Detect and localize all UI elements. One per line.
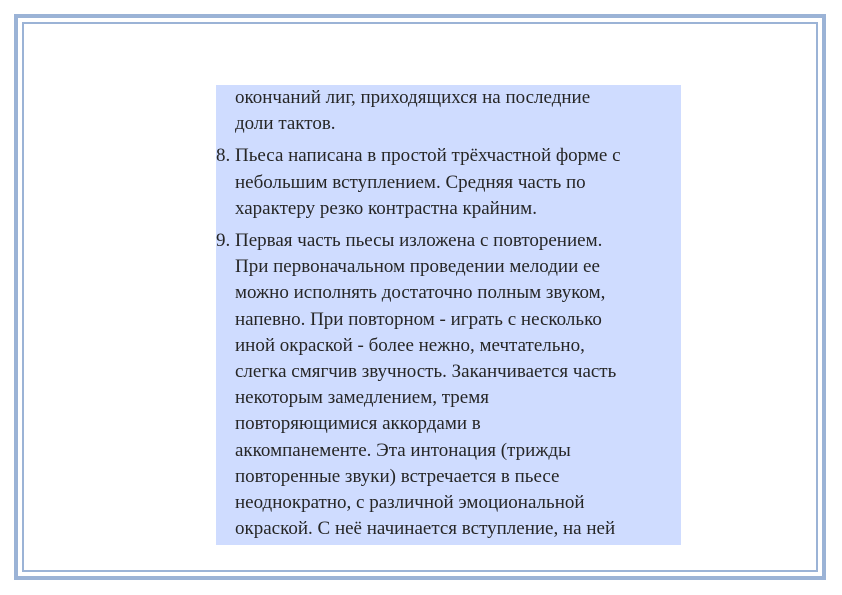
paragraph-continuation: [216, 85, 681, 137]
text-line: напевно. При повторном - играть с несколько: [235, 308, 602, 330]
paragraph-9: [216, 228, 681, 542]
text-line: неоднократно, с различной эмоциональной: [235, 492, 585, 514]
text-line: слегка смягчив звучность. Заканчивается часть: [235, 361, 617, 383]
list-number: 9.: [216, 230, 231, 252]
text-line: окраской. С неё начинается вступление, на ней: [235, 518, 616, 540]
text-line: иной окраской - более нежно, мечтательно,: [235, 334, 585, 356]
text-line: повторяющимися аккордами в: [235, 413, 481, 435]
text-line: небольшим вступлением. Средняя часть по: [235, 171, 586, 193]
text-line: При первоначальном проведении мелодии ее: [235, 256, 600, 278]
text-line: можно исполнять достаточно полным звуком,: [235, 282, 606, 304]
text-line: окончаний лиг, приходящихся на последние: [235, 87, 591, 108]
text-line: доли тактов.: [235, 113, 336, 135]
list-number: 8.: [216, 145, 231, 167]
text-line: некоторым замедлением, тремя: [235, 387, 489, 409]
text-line: характеру резко контрастна крайним.: [235, 197, 537, 219]
text-line: Первая часть пьесы изложена с повторением.: [235, 230, 603, 252]
text-line: Пьеса написана в простой трёхчастной форме с: [235, 145, 621, 167]
paragraph-8: [216, 143, 681, 222]
text-line: повторенные звуки) встречается в пьесе: [235, 465, 560, 487]
text-block: [216, 85, 681, 545]
text-line: аккомпанементе. Эта интонация (трижды: [235, 439, 571, 461]
